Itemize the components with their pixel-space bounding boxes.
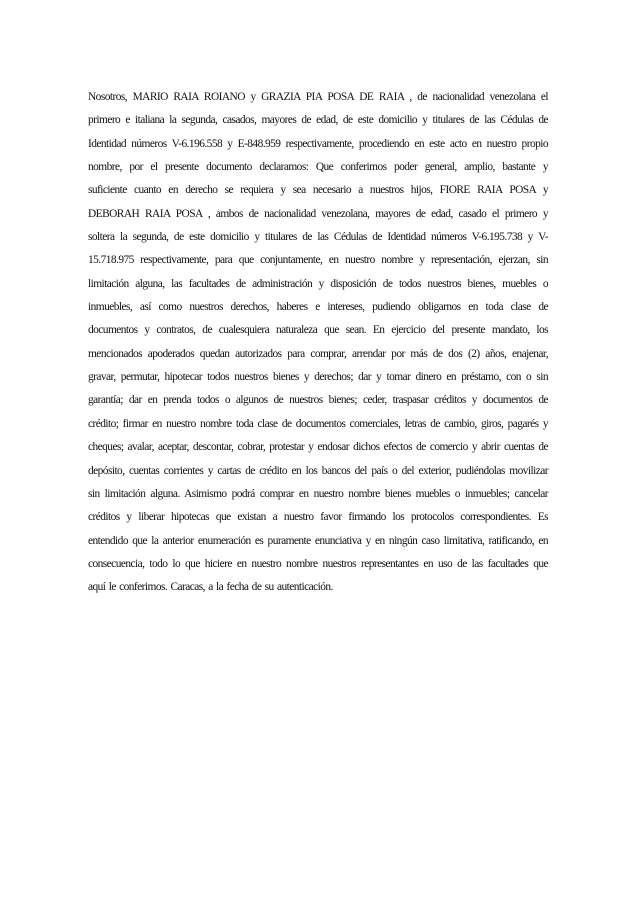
paragraph-line: limitación alguna, las facultades de administración y disposición de todos nuestros bienes, muebles o [88, 277, 548, 290]
paragraph-line: suficiente cuanto en derecho se requiera y sea necesario a nuestros hijos, FIORE RAIA POSA y [88, 184, 548, 197]
paragraph-line: documentos y contratos, de cualesquiera naturaleza que sean. En ejercicio del presente mandato, los [88, 324, 548, 337]
paragraph-final-line: aquí le conferimos. Caracas, a la fecha de su autenticación. [88, 581, 333, 594]
paragraph-line: créditos y liberar hipotecas que existan a nuestro favor firmando los protocolos correspondientes. Es [88, 511, 548, 524]
paragraph-line: gravar, permutar, hipotecar todos nuestros bienes y derechos; dar y tomar dinero en préstamo, con o sin [88, 371, 548, 384]
paragraph-line: entendido que la anterior enumeración es puramente enunciativa y en ningún caso limitativa, ratificando, en [88, 534, 548, 547]
paragraph-line: Identidad números V-6.196.558 y E-848.959 respectivamente, procediendo en este acto en nuestro propio [88, 137, 548, 150]
paragraph-line: soltera la segunda, de este domicilio y titulares de las Cédulas de Identidad números V-6.195.738 y V- [88, 231, 548, 244]
paragraph-line: nombre, por el presente documento declaramos: Que conferimos poder general, amplio, bastante y [88, 161, 548, 174]
paragraph-line: crédito; firmar en nuestro nombre toda clase de documentos comerciales, letras de cambio, giros, pagarés y [88, 417, 548, 430]
power-of-attorney-paragraph [88, 86, 548, 600]
paragraph-line: Nosotros, MARIO RAIA ROIANO y GRAZIA PIA POSA DE RAIA , de nacionalidad venezolana el [88, 91, 548, 103]
paragraph-line: 15.718.975 respectivamente, para que conjuntamente, en nuestro nombre y representación, ejerzan, sin [88, 254, 548, 267]
paragraph-line: consecuencia, todo lo que hiciere en nuestro nombre nuestros representantes en uso de las facultades que [88, 557, 548, 570]
paragraph-line: inmuebles, así como nuestros derechos, haberes e intereses, pudiendo obligarnos en toda clase de [88, 301, 548, 314]
paragraph-line: sin limitación alguna. Asimismo podrá comprar en nuestro nombre bienes muebles o inmuebles; cancelar [88, 487, 548, 500]
paragraph-line: primero e italiana la segunda, casados, mayores de edad, de este domicilio y titulares de las Cédulas de [88, 114, 548, 127]
paragraph-line: cheques; avalar, aceptar, descontar, cobrar, protestar y endosar dichos efectos de comercio y abrir cuentas de [88, 441, 548, 454]
paragraph-line: mencionados apoderados quedan autorizados para comprar, arrendar por más de dos (2) años, enajenar, [88, 347, 548, 360]
paragraph-line: garantía; dar en prenda todos o algunos de nuestros bienes; ceder, traspasar créditos y documentos de [88, 394, 548, 407]
paragraph-line: depósito, cuentas corrientes y cartas de crédito en los bancos del país o del exterior, pudiéndolas movilizar [88, 464, 548, 477]
paragraph-line: DEBORAH RAIA POSA , ambos de nacionalidad venezolana, mayores de edad, casado el primero y [88, 207, 548, 220]
